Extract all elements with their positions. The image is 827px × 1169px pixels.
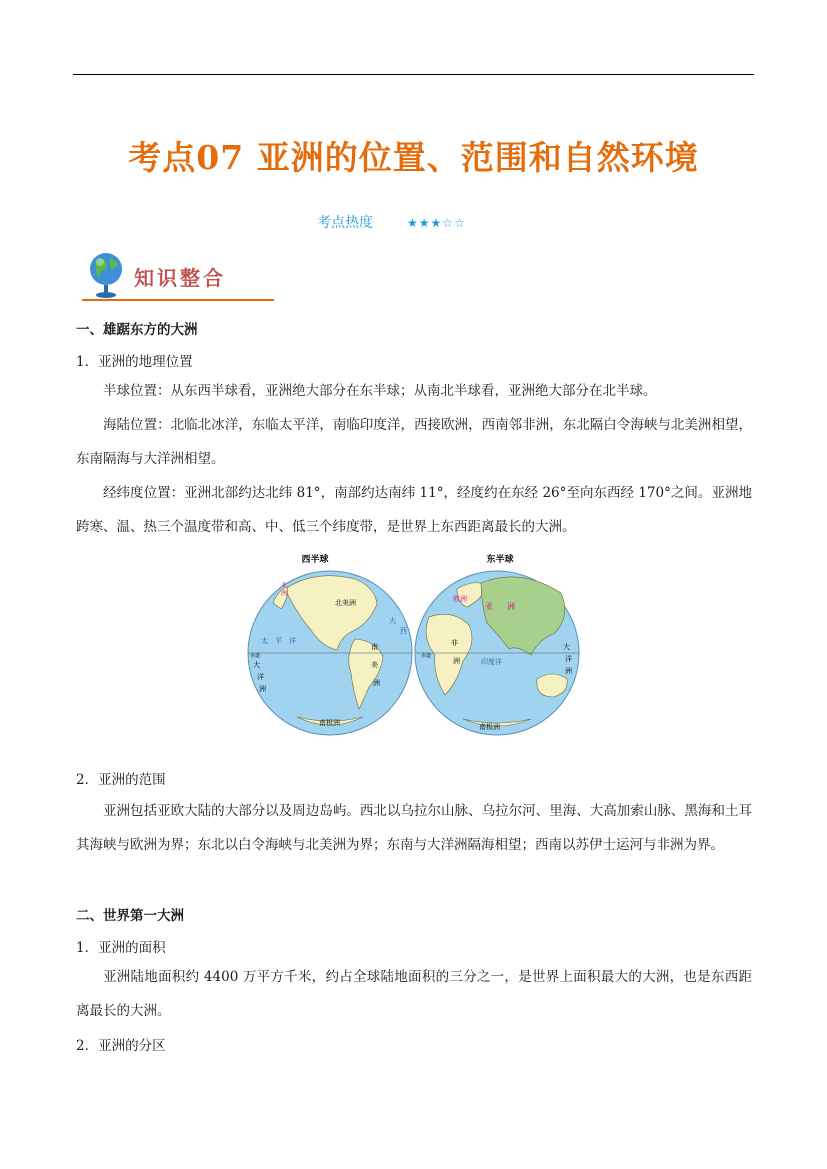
- west-oceania-label-3: 洲: [259, 685, 266, 693]
- section-heading-2: 二、世界第一大洲: [76, 908, 184, 924]
- west-south-america-label-2: 美: [371, 661, 378, 669]
- east-oceania-label-3: 洲: [565, 667, 572, 675]
- west-equator-label: 赤道: [250, 653, 261, 659]
- subheading-location: 1．亚洲的地理位置: [76, 354, 193, 370]
- badge-underline: [82, 299, 274, 301]
- east-equator-label: 赤道: [421, 653, 432, 659]
- section-heading-1: 一、雄踞东方的大洲: [76, 322, 198, 338]
- east-africa-label-1: 非: [451, 639, 458, 647]
- west-atlantic-label: 大: [389, 617, 396, 625]
- paragraph-sea-land: 海陆位置：北临北冰洋，东临太平洋，南临印度洋，西接欧洲，西南邻非洲，东北隔白令海峡与北美洲相望，东南隔海与大洋洲相望。: [76, 417, 752, 467]
- east-asia-label-1: 亚: [485, 602, 493, 611]
- east-antarctica-label: 南极洲: [479, 723, 500, 731]
- paragraph-extent: 亚洲包括亚欧大陆的大部分以及周边岛屿。西北以乌拉尔山脉、乌拉尔河、里海、大高加索山脉、黑海和土耳其海峡与欧洲为界；东北以白令海峡与北美洲为界；东南与大洋洲隔海相望；西南以苏伊士运河与非洲为界。: [76, 803, 752, 853]
- west-atlantic-label-2: 西: [400, 627, 407, 635]
- west-pacific-label-2: 平: [275, 637, 282, 645]
- east-oceania-label-1: 大: [563, 643, 570, 651]
- page-title: 考点07 亚洲的位置、范围和自然环境: [128, 138, 699, 177]
- west-oceania-label-1: 大: [253, 661, 260, 669]
- west-oceania-label-2: 洋: [257, 673, 264, 681]
- west-hemisphere: [248, 571, 412, 735]
- west-asia-label-1: 亚: [281, 582, 288, 589]
- west-hemisphere-label: 西半球: [301, 555, 329, 565]
- east-oceania-label-2: 洋: [565, 655, 572, 663]
- west-south-america-label-3: 洲: [373, 679, 380, 687]
- east-hemisphere-label: 东半球: [486, 555, 514, 565]
- east-asia-label-2: 洲: [507, 602, 515, 611]
- west-pacific-label-1: 太: [261, 637, 268, 645]
- east-hemisphere: [415, 571, 579, 735]
- world-hemispheres-map: [245, 549, 585, 739]
- header-rule: [73, 74, 754, 75]
- east-europe-label: 欧洲: [453, 595, 467, 603]
- subheading-area: 1．亚洲的面积: [76, 940, 166, 956]
- paragraph-latlong: 经纬度位置：亚洲北部约达北纬 81°，南部约达南纬 11°，经度约在东经 26°至向东西经 170°之间。亚洲地跨寒、温、热三个温度带和高、中、低三个纬度带，是世界上东西距离最长的大洲。: [76, 485, 752, 535]
- paragraph-hemisphere: 半球位置：从东西半球看，亚洲绝大部分在东半球；从南北半球看，亚洲绝大部分在北半球。: [103, 383, 657, 399]
- subheading-regions: 2．亚洲的分区: [76, 1038, 166, 1054]
- heat-rating: [317, 212, 466, 232]
- section-badge: [82, 248, 278, 304]
- east-indian-ocean-label: 印度洋: [481, 658, 502, 666]
- west-pacific-label-3: 洋: [289, 637, 296, 645]
- subheading-extent: 2．亚洲的范围: [76, 772, 166, 788]
- east-africa-label-2: 洲: [453, 657, 460, 665]
- heat-stars: ★★★☆☆: [407, 216, 466, 230]
- heat-label: 考点热度: [317, 215, 373, 231]
- west-asia-label-2: 洲: [281, 590, 288, 597]
- badge-label: 知识整合: [134, 266, 226, 290]
- west-antarctica-label: 南极洲: [319, 719, 340, 727]
- paragraph-area: 亚洲陆地面积约 4400 万平方千米，约占全球陆地面积的三分之一，是世界上面积最大的大洲，也是东西距离最长的大洲。: [76, 969, 752, 1019]
- west-south-america-label-1: 南: [371, 643, 378, 651]
- west-north-america-label: 北美洲: [335, 599, 356, 607]
- globe-icon: [86, 250, 126, 300]
